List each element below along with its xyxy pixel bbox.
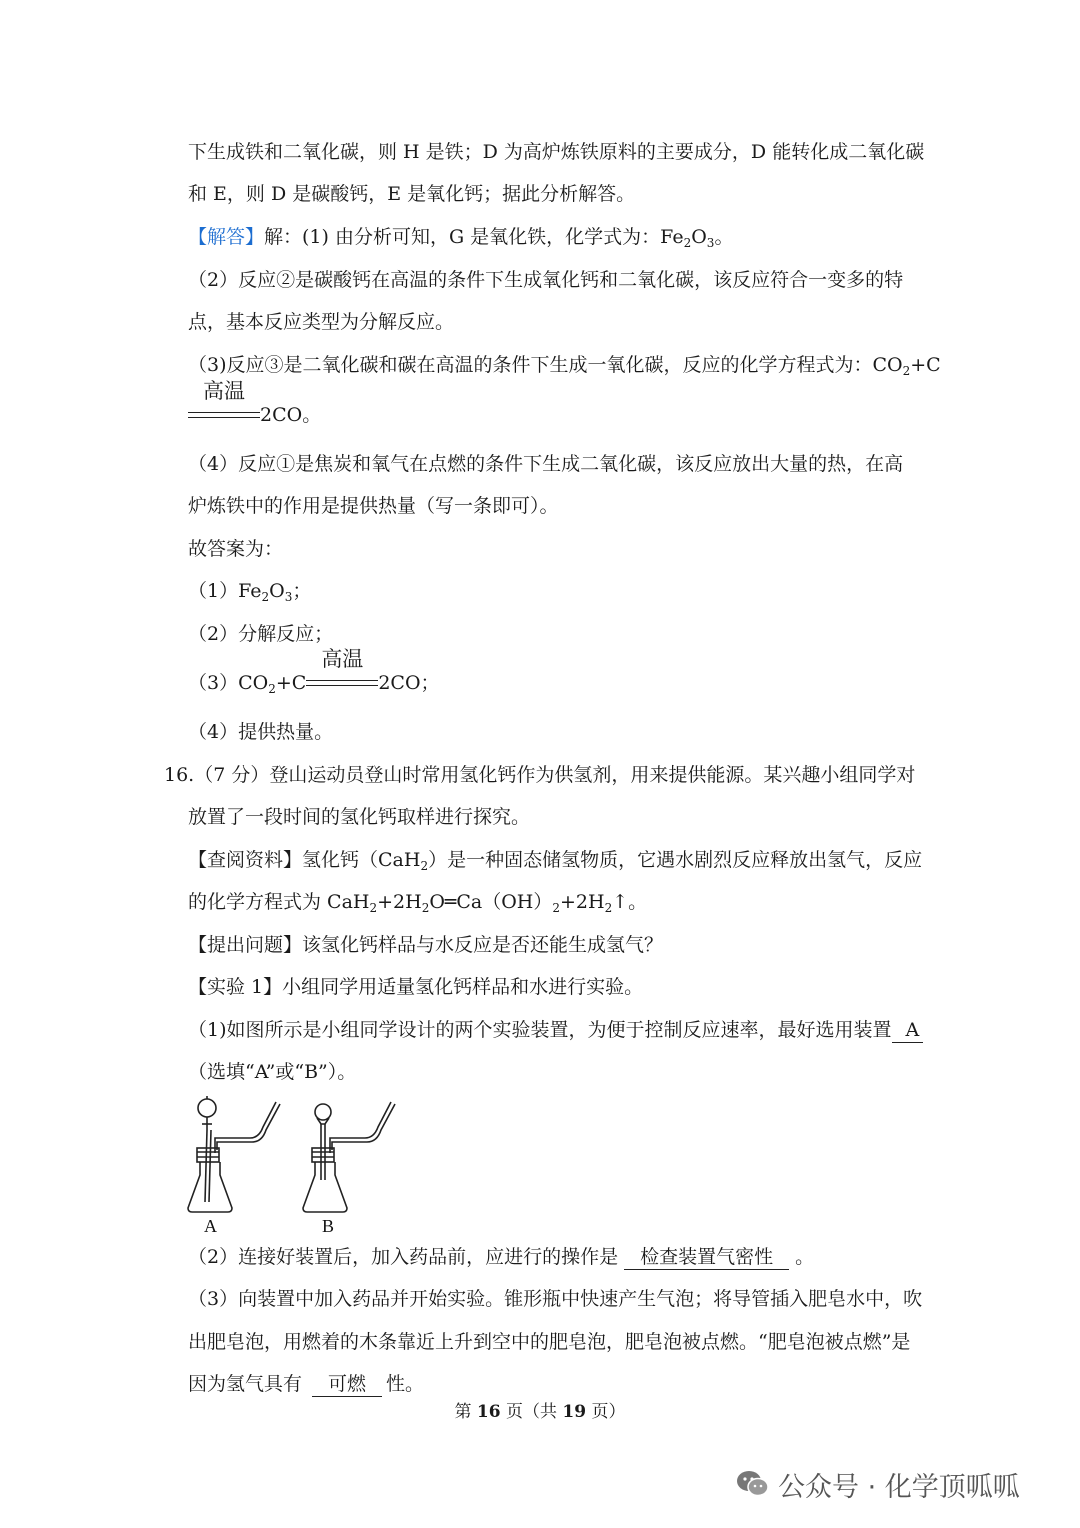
answer-blank: A (892, 1018, 924, 1043)
text: +C (275, 672, 307, 694)
text-line: 【实验 1】小组同学用适量氢化钙样品和水进行实验。 (188, 976, 644, 998)
text: O═Ca（OH） (429, 891, 553, 913)
text: 因为氢气具有 (188, 1373, 303, 1395)
text-line: 出肥皂泡，用燃着的木条靠近上升到空中的肥皂泡，肥皂泡被点燃。“肥皂泡被点燃”是 (188, 1331, 911, 1353)
text-line: 下生成铁和二氧化碳，则 H 是铁；D 为高炉炼铁原料的主要成分，D 能转化成二氧化碳 (188, 141, 925, 163)
page-number: 16 (476, 1402, 501, 1422)
answer-line (188, 647, 920, 696)
condition-label: 高温 (203, 379, 245, 403)
apparatus-figure (180, 1090, 420, 1240)
text-line: 炉炼铁中的作用是提供热量（写一条即可）。 (188, 495, 559, 517)
reaction-condition (188, 379, 260, 428)
text: 【查阅资料】氢化钙（CaH (188, 849, 421, 871)
text-line: 和 E，则 D 是碳酸钙，E 是氧化钙；据此分析解答。 (188, 183, 636, 205)
text: ； (292, 580, 312, 602)
answer-tag: 【解答】 (188, 226, 265, 248)
text: 的化学方程式为 CaH (188, 891, 370, 913)
text: （3）CO (188, 672, 269, 694)
subscript: 2 (420, 859, 429, 873)
text-line: （4）反应①是焦炭和氧气在点燃的条件下生成二氧化碳，该反应放出大量的热，在高 (188, 453, 904, 475)
text: 2CO； (378, 672, 440, 694)
apparatus-b (303, 1102, 395, 1212)
text: ）是一种固态储氢物质，它遇水剧烈反应释放出氢气，反应 (428, 849, 923, 871)
text: （1)如图所示是小组同学设计的两个实验装置，为便于控制反应速率，最好选用装置 (188, 1019, 892, 1041)
subscript: 2 (902, 364, 911, 378)
watermark-text: 公众号 · 化学顶呱呱 (778, 1471, 1020, 1503)
question-heading: 16.（7 分）登山运动员登山时常用氢化钙作为供氢剂，用来提供能源。某兴趣小组同学对 (164, 764, 916, 786)
text-line: 点，基本反应类型为分解反应。 (188, 311, 455, 333)
text-line (188, 1017, 920, 1043)
subscript: 2 (369, 901, 378, 915)
text-line: （2）反应②是碳酸钙在高温的条件下生成氧化钙和二氧化碳，该反应符合一变多的特 (188, 269, 904, 291)
subscript: 2 (552, 901, 561, 915)
text-line: （选填“A”或“B”）。 (188, 1061, 357, 1083)
text: 页） (586, 1402, 626, 1422)
figure-label-b: B (322, 1216, 335, 1236)
text: 页（共 (500, 1402, 563, 1422)
text: 。 (714, 226, 734, 248)
page-footer (0, 1397, 1080, 1422)
text: 性。 (386, 1373, 425, 1395)
text-line: （3）向装置中加入药品并开始实验。锥形瓶中快速产生气泡；将导管插入肥皂水中，吹 (188, 1288, 923, 1310)
text: 2CO。 (260, 404, 322, 426)
text: +2H (560, 891, 605, 913)
answer-line (188, 578, 920, 604)
apparatus-a (188, 1096, 280, 1212)
figure-label-a: A (204, 1216, 217, 1236)
text: （2）连接好装置后，加入药品前，应进行的操作是 (188, 1246, 619, 1268)
subscript: 3 (706, 236, 715, 250)
text-line: 故答案为： (188, 538, 284, 560)
answer-line: （4）提供热量。 (188, 721, 334, 743)
text: （1）Fe (188, 580, 262, 602)
text-line (188, 1244, 920, 1270)
subscript: 3 (284, 590, 293, 604)
reaction-condition (306, 647, 378, 696)
wechat-icon (736, 1469, 770, 1499)
subscript: 2 (421, 901, 430, 915)
subscript: 2 (261, 590, 270, 604)
answer-blank: 可燃 (312, 1372, 382, 1397)
text: 解：(1) 由分析可知，G 是氧化铁，化学式为：Fe (264, 226, 684, 248)
text: ↑。 (612, 891, 648, 913)
text: 。 (795, 1246, 815, 1268)
text-line (188, 352, 941, 378)
text-line (188, 847, 923, 873)
text-line (188, 224, 920, 250)
subscript: 2 (604, 901, 613, 915)
equation-line (188, 379, 920, 428)
text: +2H (377, 891, 422, 913)
text-line (188, 1371, 920, 1397)
text-line (188, 889, 920, 915)
answer-blank: 检查装置气密性 (624, 1245, 789, 1270)
text: O (691, 226, 707, 248)
text-line: 【提出问题】该氢化钙样品与水反应是否还能生成氢气？ (188, 934, 664, 956)
text: （3)反应③是二氧化碳和碳在高温的条件下生成一氧化碳，反应的化学方程式为：CO (188, 354, 903, 376)
text-line: 放置了一段时间的氢化钙取样进行探究。 (188, 806, 531, 828)
text: O (269, 580, 285, 602)
watermark (736, 1464, 1020, 1504)
subscript: 2 (683, 236, 692, 250)
page-total: 19 (562, 1402, 587, 1422)
subscript: 2 (268, 682, 276, 696)
text: 第 (454, 1402, 477, 1422)
answer-line: （2）分解反应； (188, 623, 334, 645)
text: +C (910, 354, 941, 376)
condition-label: 高温 (321, 647, 364, 671)
